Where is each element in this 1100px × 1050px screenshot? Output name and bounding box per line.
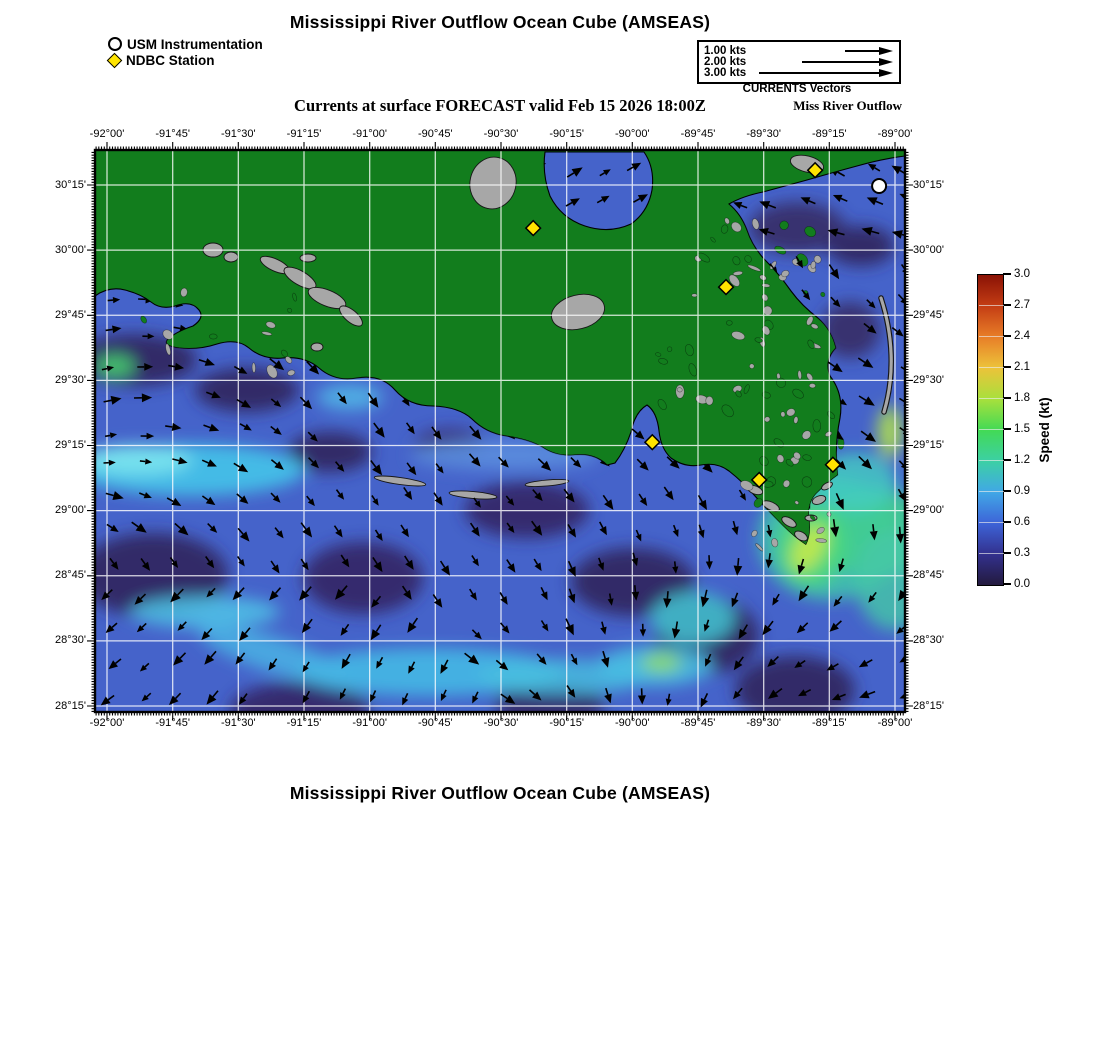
x-tick-label-top: -92°00' [89, 128, 125, 140]
colorbar [977, 274, 1004, 586]
colorbar-tick-mark [1003, 335, 1011, 336]
y-tick-label-left: 29°15' [55, 439, 86, 451]
legend-item-label: USM Instrumentation [127, 36, 263, 52]
x-tick-label-top: -90°30' [483, 128, 519, 140]
x-tick-label-bottom: -90°15' [549, 717, 584, 729]
y-tick-label-left: 28°15' [55, 699, 86, 712]
x-tick-label-top: -89°30' [746, 128, 781, 140]
x-tick-label-bottom: -90°45' [417, 717, 453, 729]
x-tick-label-top: -91°45' [155, 128, 190, 140]
colorbar-tick-label: 0.9 [1014, 485, 1030, 497]
x-tick-label-bottom: -91°30' [220, 717, 256, 729]
y-tick-label-right: 29°00' [913, 504, 944, 517]
y-tick-label-left: 28°45' [55, 569, 86, 582]
x-tick-label-bottom: -89°45' [680, 717, 716, 729]
x-tick-label-top: -89°45' [680, 128, 716, 140]
colorbar-tick-label: 1.8 [1014, 392, 1030, 404]
colorbar-tick-label: 1.2 [1014, 454, 1030, 466]
y-tick-label-right: 28°15' [913, 699, 944, 712]
x-tick-label-bottom: -91°45' [155, 717, 190, 729]
y-tick-label-right: 29°30' [913, 373, 944, 386]
x-tick-label-top: -90°45' [417, 128, 453, 140]
colorbar-tick-label: 1.5 [1014, 423, 1030, 435]
y-tick-label-left: 29°30' [55, 373, 86, 386]
vector-key-speed-label: 2.00 kts [704, 55, 747, 68]
colorbar-gridline [979, 553, 1004, 554]
y-tick-label-left: 28°30' [55, 634, 86, 647]
vector-key-caption: CURRENTS Vectors [742, 83, 852, 95]
y-tick-label-right: 30°15' [913, 178, 944, 191]
colorbar-tick-mark [1003, 304, 1011, 305]
y-tick-label-left: 30°15' [55, 178, 86, 191]
colorbar-tick-mark [1003, 428, 1011, 429]
colorbar-gridline [979, 522, 1004, 523]
y-tick-label-left: 29°45' [55, 308, 86, 321]
x-tick-label-bottom: -91°00' [352, 717, 387, 729]
y-tick-label-left: 29°00' [55, 504, 86, 517]
vector-key-speed-label: 3.00 kts [704, 66, 747, 79]
forecast-valid-subtitle: Currents at surface FORECAST valid Feb 15 2026 18:00Z [294, 96, 706, 115]
x-tick-label-bottom: -90°00' [614, 717, 650, 729]
colorbar-tick-mark [1003, 490, 1011, 491]
colorbar-tick-mark [1003, 459, 1011, 460]
x-tick-label-top: -89°15' [811, 128, 847, 140]
colorbar-tick-label: 2.4 [1014, 330, 1030, 342]
x-tick-label-top: -90°15' [549, 128, 584, 140]
y-tick-label-right: 29°15' [913, 439, 944, 451]
x-tick-label-top: -90°00' [614, 128, 650, 140]
colorbar-tick-mark [1003, 366, 1011, 367]
x-tick-label-bottom: -89°15' [811, 717, 847, 729]
colorbar-title: Speed (kt) [1037, 397, 1052, 463]
legend-item [108, 36, 263, 52]
colorbar-tick-label: 0.3 [1014, 547, 1030, 559]
usm-station-marker [872, 179, 886, 193]
legend-item [108, 52, 263, 68]
x-tick-label-bottom: -90°30' [483, 717, 519, 729]
station-legend [108, 36, 263, 68]
x-tick-label-top: -91°00' [352, 128, 387, 140]
usm-circle-icon [108, 37, 122, 51]
colorbar-gridline [979, 398, 1004, 399]
colorbar-gridline [979, 429, 1004, 430]
x-tick-label-bottom: -91°15' [286, 717, 322, 729]
ndbc-diamond-icon [107, 52, 123, 68]
vector-key-arrowhead-icon [879, 69, 893, 77]
vector-key-arrow-shaft [845, 50, 881, 52]
colorbar-gridline [979, 491, 1004, 492]
x-tick-label-bottom: -89°30' [746, 717, 781, 729]
bottom-title: Mississippi River Outflow Ocean Cube (AMSEAS) [289, 783, 711, 803]
map-canvas [95, 150, 905, 712]
colorbar-tick-mark [1003, 273, 1011, 274]
y-tick-label-right: 30°00' [913, 243, 944, 256]
page-title: Mississippi River Outflow Ocean Cube (AMSEAS) [289, 12, 711, 32]
vector-key-arrow-shaft [759, 72, 881, 74]
colorbar-tick-mark [1003, 521, 1011, 522]
x-tick-label-top: -91°30' [220, 128, 256, 140]
colorbar-gridline [979, 460, 1004, 461]
colorbar-tick-mark [1003, 552, 1011, 553]
region-label: Miss River Outflow [793, 98, 902, 113]
legend-item-label: NDBC Station [126, 52, 215, 68]
x-tick-label-bottom: -92°00' [89, 717, 125, 729]
colorbar-tick-label: 0.6 [1014, 516, 1030, 528]
vector-key-speed-label: 1.00 kts [704, 44, 747, 57]
colorbar-gridline [979, 367, 1004, 368]
colorbar-tick-mark [1003, 583, 1011, 584]
colorbar-tick-label: 0.0 [1014, 578, 1030, 590]
colorbar-tick-mark [1003, 397, 1011, 398]
colorbar-tick-label: 2.7 [1014, 299, 1030, 311]
vector-key-arrow-shaft [802, 61, 881, 63]
y-tick-label-right: 28°45' [913, 569, 944, 582]
x-tick-label-bottom: -89°00' [877, 717, 913, 729]
colorbar-tick-label: 2.1 [1014, 361, 1030, 373]
y-tick-label-left: 30°00' [55, 243, 86, 256]
vector-key-arrowhead-icon [879, 58, 893, 66]
colorbar-tick-label: 3.0 [1014, 268, 1030, 280]
colorbar-gridline [979, 336, 1004, 337]
vector-key-arrowhead-icon [879, 47, 893, 55]
currents-vector-key [697, 40, 901, 84]
x-tick-label-top: -89°00' [877, 128, 913, 140]
x-tick-label-top: -91°15' [286, 128, 322, 140]
y-tick-label-right: 29°45' [913, 308, 944, 321]
y-tick-label-right: 28°30' [913, 634, 944, 647]
colorbar-gridline [979, 305, 1004, 306]
